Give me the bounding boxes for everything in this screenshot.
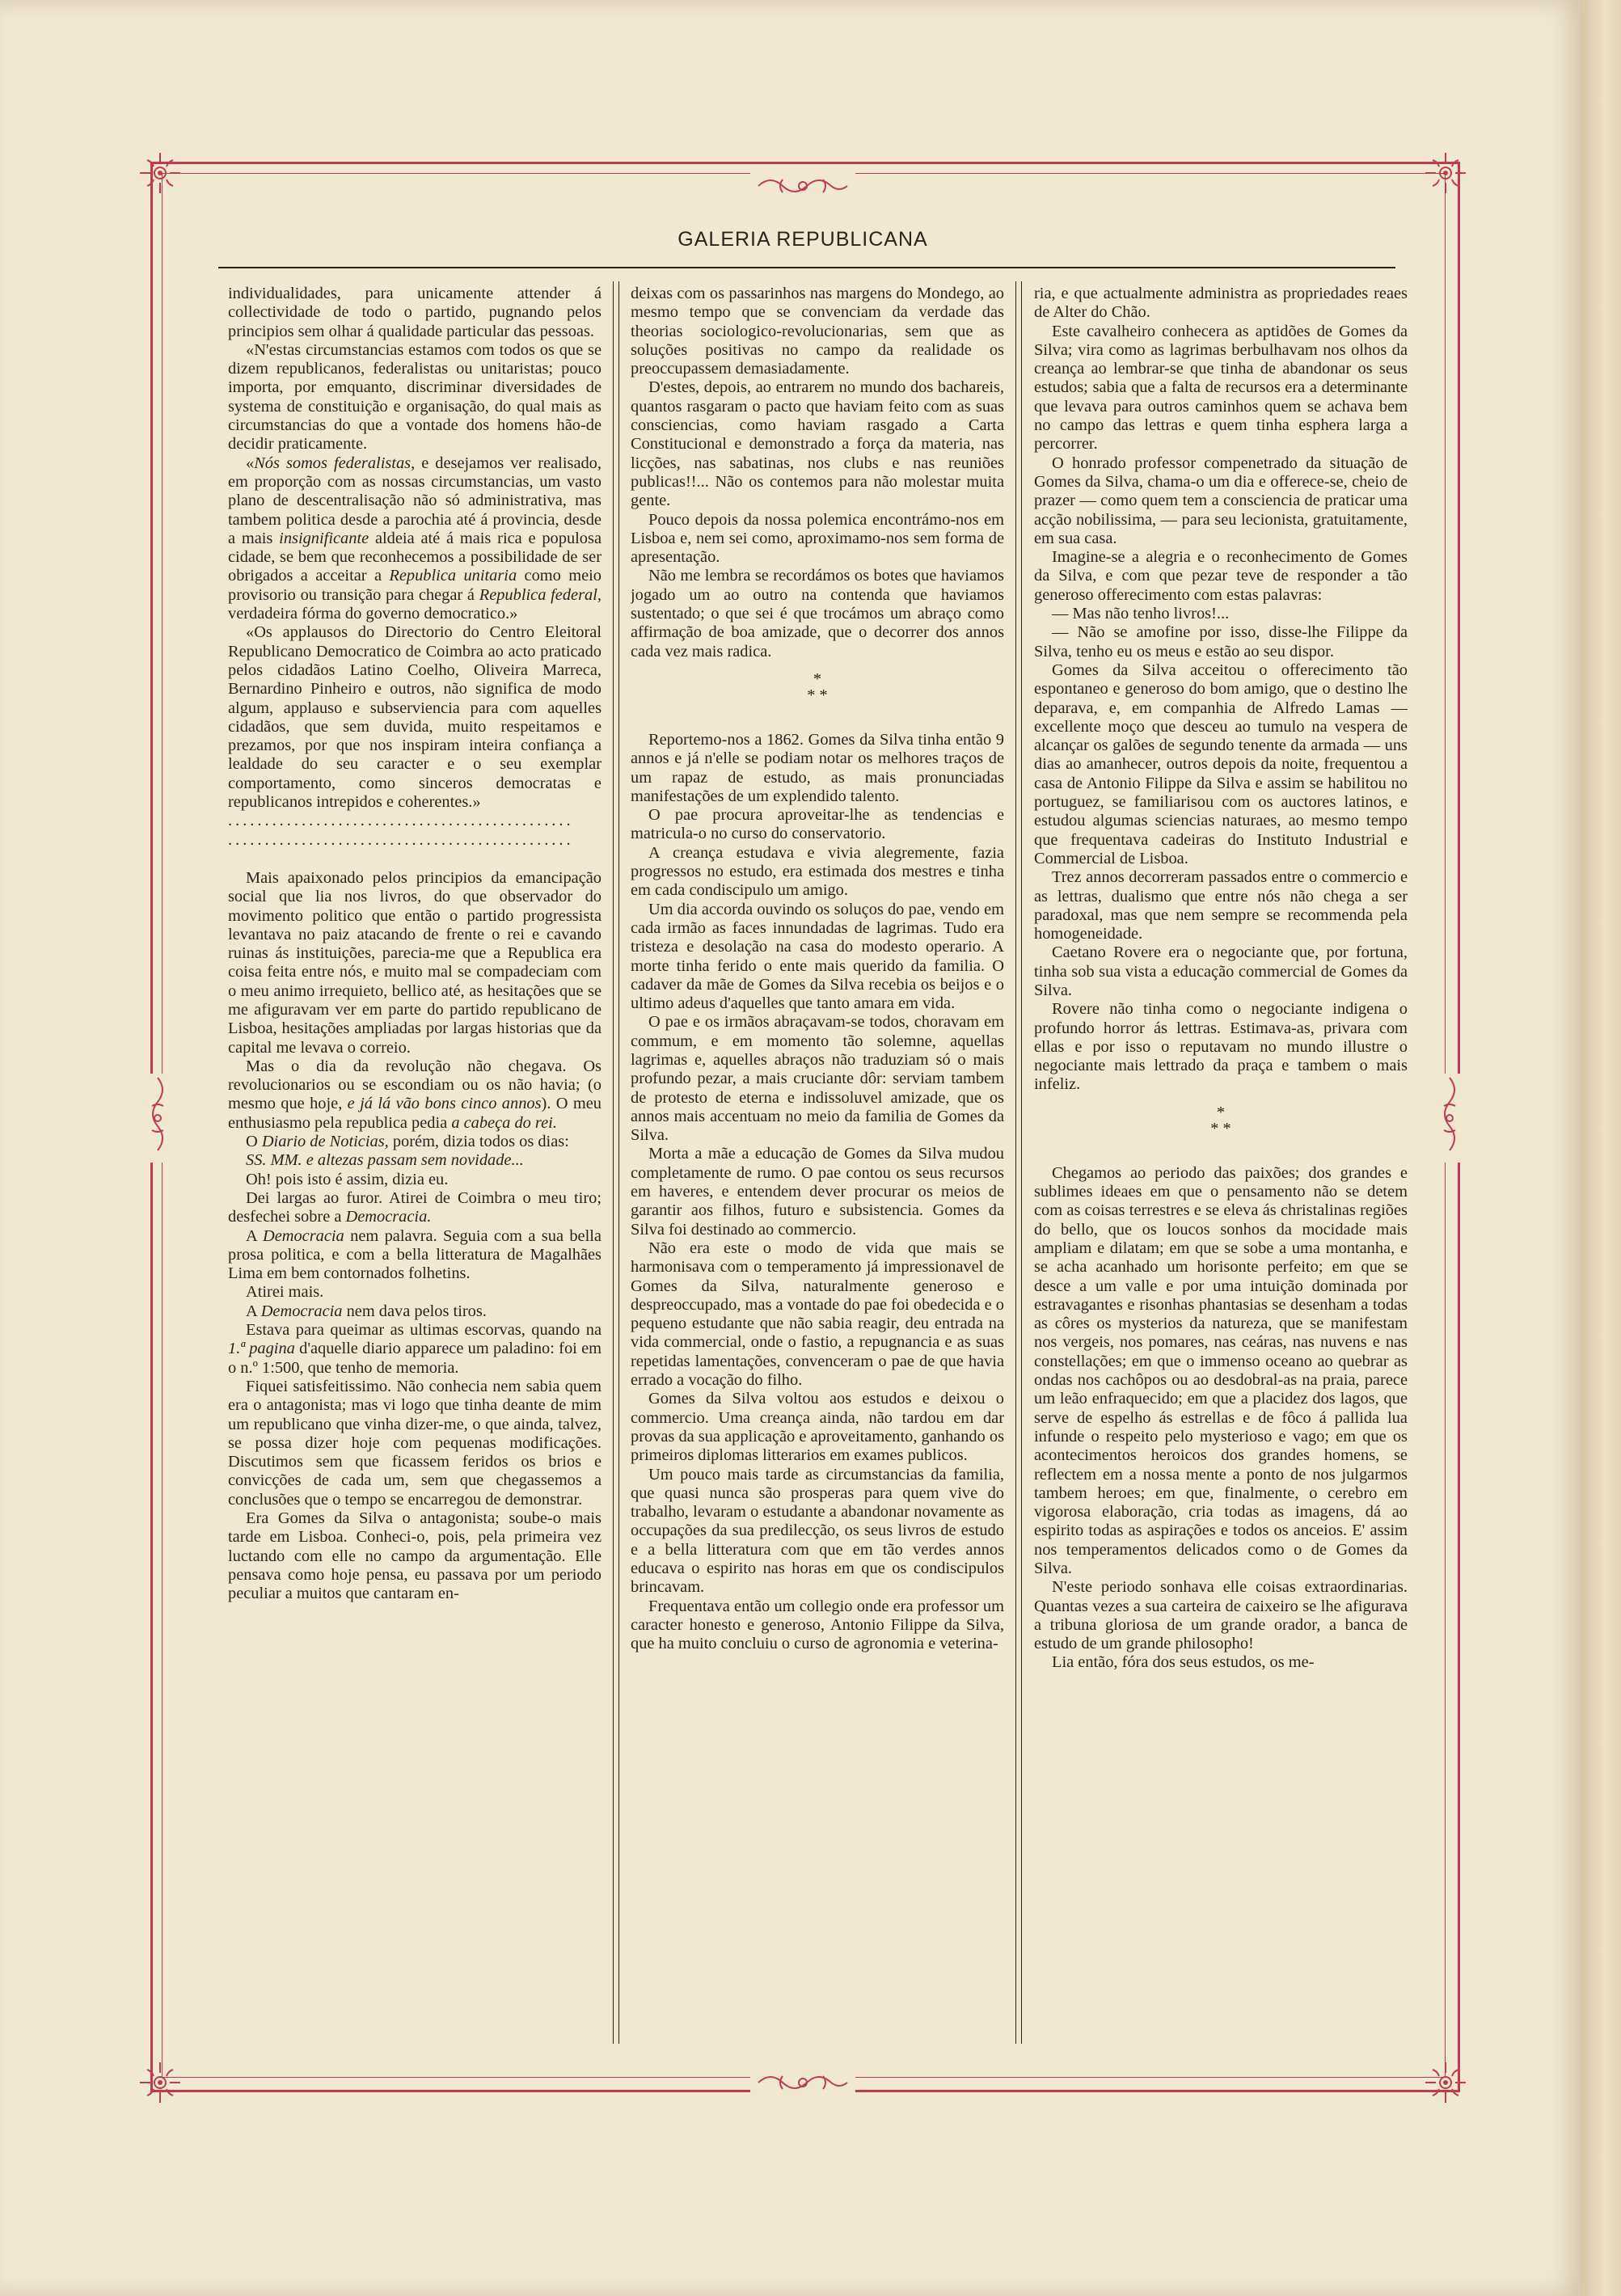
scroll-center-icon [750,170,855,202]
paragraph: «Os applausos do Directorio do Centro Eleitoral Republicano Democratico de Coimbra ao acto praticado pelos cidadãos Latino Coelho, Oliveira Marreca, Bernardino Pinheiro e outros, não significa de modo algum, applauso e subserviencia para com aquelles cidadãos, que sem duvida, muito respeitamos e prezamos, por que nos inspiram inteira confiança a lealdade do seu caracter e o seu exemplar comportamento, como sinceros democratas e republicanos intrepidos e coherentes.» [228,623,602,812]
paragraph: N'este periodo sonhava elle coisas extraordinarias. Quantas vezes a sua carteira de caixeiro se lhe afigurava a tribuna gloriosa de um grande orador, a banca de estudo de um grande philosopho! [1034,1578,1408,1653]
paragraph: Um pouco mais tarde as circumstancias da familia, que quasi nunca são prosperas para quem vive do trabalho, levaram o estudante a abandonar novamente as occupações da sua predilecção, os seus livros de estudo e a bella litteratura com que em tão verdes annos educava o espirito nas horas em que os condiscipulos brincavam. [631,1465,1004,1597]
column-divider [613,281,619,2044]
paragraph: O pae e os irmãos abraçavam-se todos, choravam em commum, e em momento tão solemne, aquellas lagrimas e, aquelles abraços não traduziam só o mais profundo pezar, a mais cruciante dôr: serviam tambem de protesto de eterna e indissoluvel amizade, que os annos mais accentuam no meio da familia de Gomes da Silva. [631,1013,1004,1145]
paragraph: SS. MM. e altezas passam sem novidade... [246,1151,524,1170]
paragraph: Dei largas ao furor. Atirei de Coimbra o meu tiro; desfechei sobre a Democracia. [228,1188,602,1226]
paragraph: Lia então, fóra dos seus estudos, os me- [1052,1653,1315,1672]
paragraph: Um dia accorda ouvindo os soluços do pae, vendo em cada irmão as faces innundadas de lagrimas. Tudo era tristeza e desolação na casa do modesto operario. A morte tinha ferido o ente mais querido da familia. O cadaver da mãe de Gomes da Silva recebia os beijos e o ultimo adeus d'aquelles que tanto amara em vida. [631,900,1004,1013]
paragraph: O pae procura aproveitar-lhe as tendencias e matricula-o no curso do conservatorio. [631,806,1004,843]
header-rule [218,267,1395,268]
paragraph: individualidades, para unicamente attender á collectividade de todo o partido, pugnando pelos principios sem olhar á qualidade particular das pessoas. [228,285,602,340]
paragraph: Pouco depois da nossa polemica encontrámo-nos em Lisboa e, nem sei como, aproximamo-nos sem forma de apresentação. [631,510,1004,567]
paragraph: Era Gomes da Silva o antagonista; soube-o mais tarde em Lisboa. Conheci-o, pois, pela primeira vez luctando com elle no campo da argumentação. Elle pensava como hoje pensa, eu passava por um periodo peculiar a muitos que cantaram en- [228,1509,602,1603]
asterism-divider: * * * [1210,1103,1231,1137]
paragraph: Caetano Rovere era o negociante que, por fortuna, tinha sob sua vista a educação commercial de Gomes da Silva. [1034,943,1408,999]
flourish-corner-icon [1421,149,1470,197]
paragraph: A Democracia nem dava pelos tiros. [246,1302,487,1320]
text-column-3 [1034,285,1408,2055]
paragraph: — Mas não tenho livros!... [1052,605,1230,623]
paragraph: Mais apaixonado pelos principios da emancipação social que lia nos livros, do que observador do movimento politico que então o partido progressista levantava no paiz atacando de frente o rei e cavando ruinas ás instituições, parecia-me que a Republica era coisa feita entre nós, e muito mal se compadeciam com o meu animo irrequieto, bellico até, as hesitações que se me afiguravam ver em parte do partido republicano de Lisboa, hesitações ampliadas por largas historias que da capital me levava o correio. [228,868,602,1057]
asterism-divider: * * * [807,669,828,704]
paragraph: Mas o dia da revolução não chegava. Os revolucionarios ou se escondiam ou os não havia; (o mesmo que hoje, e já lá vão bons cinco annos). O meu enthusiasmo pela republica pedia a cabeça do rei. [228,1057,602,1132]
paragraph: Oh! pois isto é assim, dizia eu. [246,1170,449,1188]
paragraph: A Democracia nem palavra. Seguia com a sua bella prosa politica, e com a bella litteratura de Magalhães Lima em bem contornados folhetins. [228,1226,602,1283]
paragraph: — Não se amofine por isso, disse-lhe Filippe da Silva, tenho eu os meus e estão ao seu dispor. [1034,623,1408,661]
paragraph: ria, e que actualmente administra as propriedades reaes de Alter do Chão. [1034,285,1408,322]
scroll-side-icon [146,1074,170,1163]
paragraph: A creança estudava e vivia alegremente, fazia progressos no estudo, era estimada dos mestres e tinha em cada condiscipulo um amigo. [631,843,1004,900]
paragraph: Gomes da Silva acceitou o offerecimento tão espontaneo e generoso do bom amigo, que o destino lhe deparava, e, em companhia de Alfredo Lamas — excellente moço que desceu ao tumulo na vespera de alcançar os galões de segundo tenente da armada — uns dias ao amanhecer, outros depois da noite, frequentou a casa de Antonio Filippe da Silva e assim se habilitou no portuguez, se familiarisou com os auctores latinos, e estudou algumas sciencias naturaes, ao mesmo tempo que frequentava cadeiras do Instituto Industrial e Commercial de Lisboa. [1034,661,1408,867]
paragraph: Frequentava então um collegio onde era professor um caracter honesto e generoso, Antonio Filippe da Silva, que ha muito concluiu o curso de agronomia e veterina- [631,1597,1004,1653]
paragraph: Morta a mãe a educação de Gomes da Silva mudou completamente de rumo. O pae contou os seus recursos em haveres, e entendem dever procurar os meios de garantir aos filhos, futuro e subsistencia. Gomes da Silva foi destinado ao commercio. [631,1145,1004,1239]
scroll-center-icon [750,2066,855,2099]
paragraph: O Diario de Noticias, porém, dizia todos os dias: [246,1133,569,1151]
paragraph: Este cavalheiro conhecera as aptidões de Gomes da Silva; vira como as lagrimas berbulhavam nos olhos da creança ao lembrar-se que tinha de abandonar os seus estudos; sabia que a falta de recursos era a determinante que levava para outros caminhos quem se achava bem no campo das lettras e quem tinha esphera larga a percorrer. [1034,322,1408,454]
paragraph: Não me lembra se recordámos os botes que haviamos jogado um ao outro na contenda que haviamos sustentado; o que sei é que trocámos um abraço como affirmação de boa amizade, que o decorrer dos annos cada vez mais radica. [631,567,1004,661]
page-title: GALERIA REPUBLICANA [678,228,928,251]
column-divider [1015,281,1022,2044]
paragraph: Rovere não tinha como o negociante indigena o profundo horror ás lettras. Estimava-as, privara com ellas e por isso o reputavam no mundo illustre o negociante mais lettrado da praça e tambem o mais infeliz. [1034,1000,1408,1094]
flourish-corner-icon [136,149,184,197]
paragraph: Chegamos ao periodo das paixões; dos grandes e sublimes ideaes em que o pensamento não se detem com as coisas terrestres e se eleva ás christalinas regiões do bello, que os loucos sonhos da mocidade mais ampliam e dilatam; em que se sobe a uma montanha, e se acha acanhado um horisonte perfeito; em que se desce a um valle e por uma intuição dominada por estravagantes e risonhas phantasias se desenham a todas as côres os mysterios da natureza, que se manifestam nos vergeis, nos pomares, nas ceáras, nas nuvens e nas constellações; em que o immenso oceano ao quebrar as ondas nos cachôpos ou ao desdobral-as na praia, parece um leão enfraquecido; em que a placidez dos lagos, que serve de espelho ás estrellas e de fôco á pallida lua infunde o respeito pelo mysterioso e vago; em que os acontecimentos heroicos dos grandes homens, se reflectem em a nossa mente a ponto de nos julgarmos tambem heroes; em que, finalmente, o cerebro em vigorosa elaboração, cria todas as imagens, dá ao espirito todas as aspirações e todos os anceios. E' assim nos temperamentos delicados como o de Gomes da Silva. [1034,1163,1408,1577]
paragraph: Estava para queimar as ultimas escorvas, quando na 1.ª pagina d'aquelle diario apparece um paladino: foi em o n.º 1:500, que tenho de memoria. [228,1321,602,1377]
paragraph: Atirei mais. [246,1283,324,1302]
paragraph: Não era este o modo de vida que mais se harmonisava com o temperamento já impressionavel de Gomes da Silva, naturalmente generoso e despreoccupado, mas a vontade do pae foi obedecida e o pequeno estudante que não sabia reagir, deu entrada na vida commercial, onde o fastio, a repugnancia e as suas repetidas lamentações, convenceram o pae de que havia errado a vocação do filho. [631,1239,1004,1390]
paragraph: «Nós somos federalistas, e desejamos ver realisado, em proporção com as nossas circumstancias, um vasto plano de descentralisação não só administrativa, mas tambem politica desde a parochia até á provincia, desde a mais insignificante aldeia até á mais rica e populosa cidade, se bem que reconhecemos a possibilidade de ser obrigados a acceitar a Republica unitaria como meio provisorio ou transição para chegar á Republica federal, verdadeira fórma do governo democratico.» [228,454,602,623]
paragraph: Fiquei satisfeitissimo. Não conhecia nem sabia quem era o antagonista; mas vi logo que tinha deante de mim um republicano que vinha dizer-me, o que ainda, talvez, se possa dizer hoje com pequenas modificações. Discutimos sem que ficassem feridos os brios e convicções de cada um, sem que chegassemos a conclusões que o tempo se encarregou de demonstrar. [228,1377,602,1509]
text-column-2 [631,285,1004,2055]
paragraph: Imagine-se a alegria e o reconhecimento de Gomes da Silva, e com que pezar teve de responder a tão generoso offerecimento com estas palavras: [1034,548,1408,604]
flourish-corner-icon [136,2058,184,2107]
paragraph: deixas com os passarinhos nas margens do Mondego, ao mesmo tempo que se convenciam da verdade das theorias sociologico-revolucionarias, sem que as soluções positivas no campo da realidade os preoccupassem demasiadamente. [631,285,1004,378]
paragraph: D'estes, depois, ao entrarem no mundo dos bachareis, quantos rasgaram o pacto que haviam feito com as suas consciencias, como haviam rasgado a Carta Constitucional e demonstrado a força da materia, nas licções, nas sabatinas, nos clubs e nas reuniões publicas!!... Não os contemos para não molestar muita gente. [631,378,1004,510]
text-column-1 [228,285,602,2055]
page-fold [1581,0,1621,2296]
paragraph: Trez annos decorreram passados entre o commercio e as lettras, dualismo que entre nós não chega a ser paradoxal, mas que nem sempre se recommenda pela homogeneidade. [1034,868,1408,943]
scroll-side-icon [1437,1074,1462,1163]
ellipsis-line: ............................................... [228,830,574,849]
paragraph: «N'estas circumstancias estamos com todos os que se dizem republicanos, federalistas ou unitaristas; pouco importa, por emquanto, discriminar diversidades de systema de constituição e organisação, do qual mais as circumstancias do que a vontade dos homens hão-de decidir praticamente. [228,340,602,454]
paragraph: O honrado professor compenetrado da situação de Gomes da Silva, chama-o um dia e offerece-se, cheio de prazer — como quem tem a consciencia de praticar uma acção nobilissima, — para seu lecionista, gratuitamente, em sua casa. [1034,454,1408,547]
flourish-corner-icon [1421,2058,1470,2107]
ellipsis-line: ............................................... [228,812,574,830]
paragraph: Gomes da Silva voltou aos estudos e deixou o commercio. Uma creança ainda, não tardou em dar provas da sua applicação e aproveitamento, ganhando os primeiros diplomas litterarios em exames publicos. [631,1390,1004,1465]
paragraph: Reportemo-nos a 1862. Gomes da Silva tinha então 9 annos e já n'elle se podiam notar os melhores traços de um rapaz de estudo, as mais pronunciadas manifestações de um explendido talento. [631,730,1004,805]
